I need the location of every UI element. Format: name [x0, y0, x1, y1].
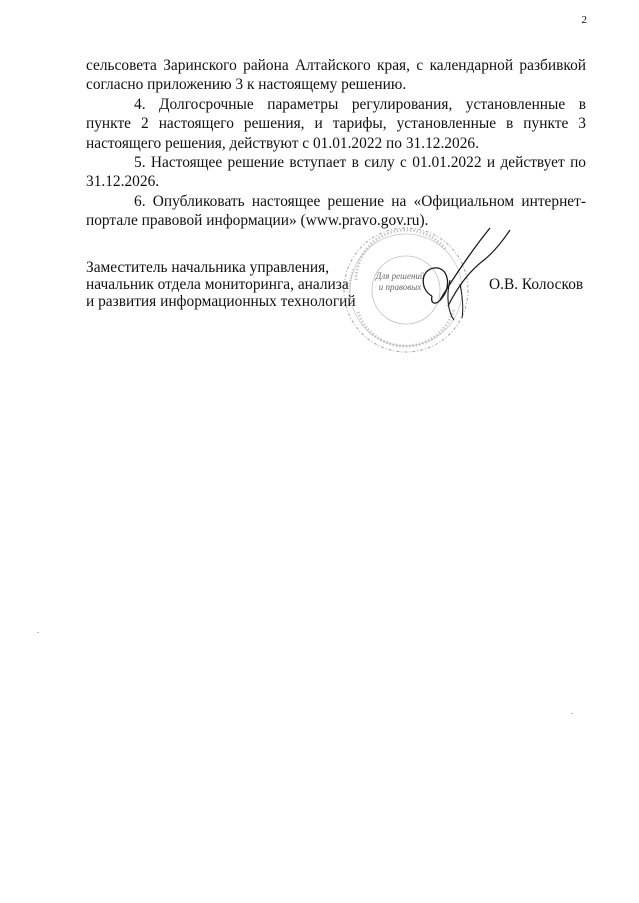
paragraph-item-6: 6. Опубликовать настоящее решение на «Официальном интернет-портале правовой информации» (www.pravo.gov.ru). — [86, 192, 586, 230]
document-body — [86, 56, 586, 231]
position-line-2: начальник отдела мониторинга, анализа — [86, 276, 349, 293]
scan-speck — [571, 713, 573, 714]
paragraph-item-4: 4. Долгосрочные параметры регулирования, установленные в пункте 2 настоящего решения, и тарифы, установленные в пункте 3 настоящего решения, действуют с 01.01.2022 по 31.12.2026. — [86, 95, 586, 152]
signatory-name: О.В. Колосков — [489, 276, 584, 293]
position-line-1: Заместитель начальника управления, — [86, 259, 330, 276]
seal-inner-line-1: Для решений — [375, 271, 425, 281]
handwritten-signature — [390, 220, 530, 330]
position-line-3: и развития информационных технологий — [86, 293, 356, 310]
scan-speck — [37, 632, 39, 633]
page-number: 2 — [581, 14, 587, 26]
paragraph-item-5: 5. Настоящее решение вступает в силу с 01.01.2022 и действует по 31.12.2026. — [86, 154, 586, 191]
seal-inner-line-2: и правовых — [378, 282, 422, 292]
paragraph-continuation: сельсовета Заринского района Алтайского края, с календарной разбивкой согласно приложению 3 к настоящему решению. — [86, 57, 586, 94]
